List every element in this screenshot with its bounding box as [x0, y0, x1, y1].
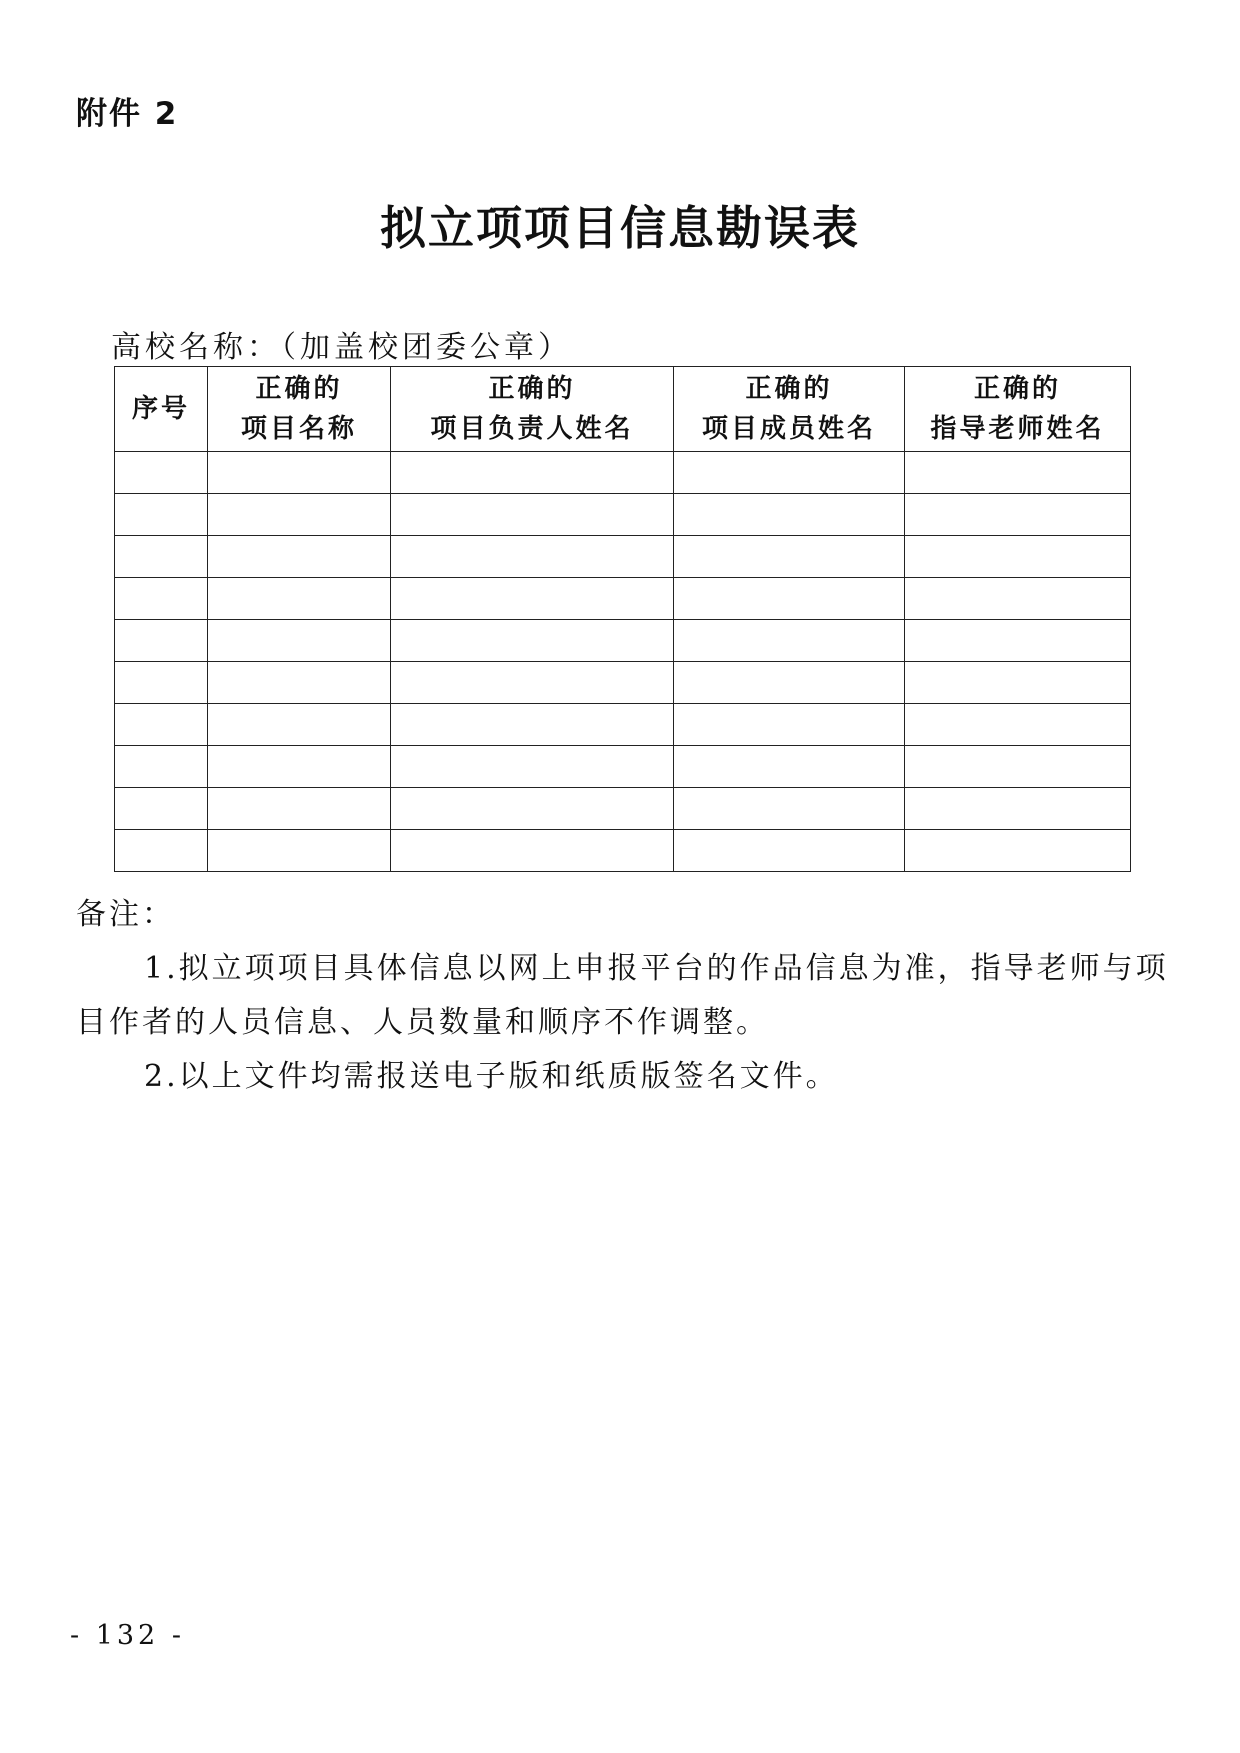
table-cell[interactable]: [674, 620, 905, 662]
table-cell[interactable]: [208, 620, 391, 662]
table-cell[interactable]: [115, 830, 208, 872]
header-line2: 项目成员姓名: [701, 414, 876, 444]
header-line2: 指导老师姓名: [930, 414, 1105, 444]
table-cell[interactable]: [208, 452, 391, 494]
header-serial-label: 序号: [131, 394, 190, 424]
table-cell[interactable]: [391, 578, 674, 620]
table-row: [115, 494, 1131, 536]
table-cell[interactable]: [391, 830, 674, 872]
header-line1: 正确的: [255, 374, 343, 404]
table-cell[interactable]: [208, 746, 391, 788]
table-cell[interactable]: [115, 746, 208, 788]
table-cell[interactable]: [115, 452, 208, 494]
table-cell[interactable]: [905, 746, 1131, 788]
table-body: [115, 452, 1131, 872]
table-cell[interactable]: [115, 620, 208, 662]
attachment-label: 附件 2: [76, 96, 179, 132]
table-cell[interactable]: [674, 494, 905, 536]
table-cell[interactable]: [905, 830, 1131, 872]
table-cell[interactable]: [208, 704, 391, 746]
table-row: [115, 578, 1131, 620]
table-cell[interactable]: [674, 746, 905, 788]
table-cell[interactable]: [115, 662, 208, 704]
table-row: [115, 620, 1131, 662]
errata-table: [114, 366, 1131, 872]
header-project-name: [208, 367, 391, 452]
table-row: [115, 662, 1131, 704]
header-project-leader: [391, 367, 674, 452]
table-cell[interactable]: [905, 536, 1131, 578]
header-project-members: [674, 367, 905, 452]
table-cell[interactable]: [674, 830, 905, 872]
table-cell[interactable]: [905, 662, 1131, 704]
table-cell[interactable]: [391, 662, 674, 704]
header-line2: 项目负责人姓名: [430, 414, 634, 444]
table-cell[interactable]: [905, 620, 1131, 662]
table-cell[interactable]: [115, 788, 208, 830]
header-line1: 正确的: [488, 374, 576, 404]
table-cell[interactable]: [674, 788, 905, 830]
table-cell[interactable]: [905, 788, 1131, 830]
table-cell[interactable]: [115, 494, 208, 536]
header-advisor: [905, 367, 1131, 452]
table-row: [115, 788, 1131, 830]
table-cell[interactable]: [905, 452, 1131, 494]
table-cell[interactable]: [208, 578, 391, 620]
table-cell[interactable]: [115, 536, 208, 578]
table-cell[interactable]: [674, 704, 905, 746]
note-item-1: 1.拟立项项目具体信息以网上申报平台的作品信息为准，指导老师与项目作者的人员信息、人员数量和顺序不作调整。: [76, 951, 1169, 1040]
table-cell[interactable]: [115, 704, 208, 746]
header-serial-number: [115, 367, 208, 452]
note-item-2: 2.以上文件均需报送电子版和纸质版签名文件。: [144, 1059, 839, 1094]
header-line2: 项目名称: [240, 414, 357, 444]
document-title: 拟立项项目信息勘误表: [380, 201, 860, 255]
table-cell[interactable]: [115, 578, 208, 620]
table-cell[interactable]: [208, 830, 391, 872]
table-cell[interactable]: [905, 578, 1131, 620]
table-cell[interactable]: [674, 662, 905, 704]
table-row: [115, 830, 1131, 872]
table-cell[interactable]: [208, 788, 391, 830]
table-header-row: [115, 367, 1131, 452]
table-cell[interactable]: [391, 494, 674, 536]
table-cell[interactable]: [391, 704, 674, 746]
table-cell[interactable]: [391, 536, 674, 578]
page-number: - 132 -: [70, 1620, 185, 1651]
table-cell[interactable]: [905, 494, 1131, 536]
table-cell[interactable]: [391, 788, 674, 830]
header-line1: 正确的: [973, 374, 1061, 404]
table-cell[interactable]: [391, 452, 674, 494]
table-cell[interactable]: [674, 452, 905, 494]
school-name-line: 高校名称：（加盖校团委公章）: [111, 330, 572, 365]
table-cell[interactable]: [391, 620, 674, 662]
table-cell[interactable]: [674, 536, 905, 578]
table-row: [115, 704, 1131, 746]
table-row: [115, 452, 1131, 494]
header-line1: 正确的: [745, 374, 833, 404]
notes-heading: 备注：: [76, 897, 175, 932]
table-cell[interactable]: [208, 662, 391, 704]
table-cell[interactable]: [391, 746, 674, 788]
table-cell[interactable]: [208, 494, 391, 536]
table-cell[interactable]: [905, 704, 1131, 746]
notes-section: [76, 888, 1172, 1104]
table-cell[interactable]: [674, 578, 905, 620]
table-row: [115, 536, 1131, 578]
table-row: [115, 746, 1131, 788]
table-cell[interactable]: [208, 536, 391, 578]
